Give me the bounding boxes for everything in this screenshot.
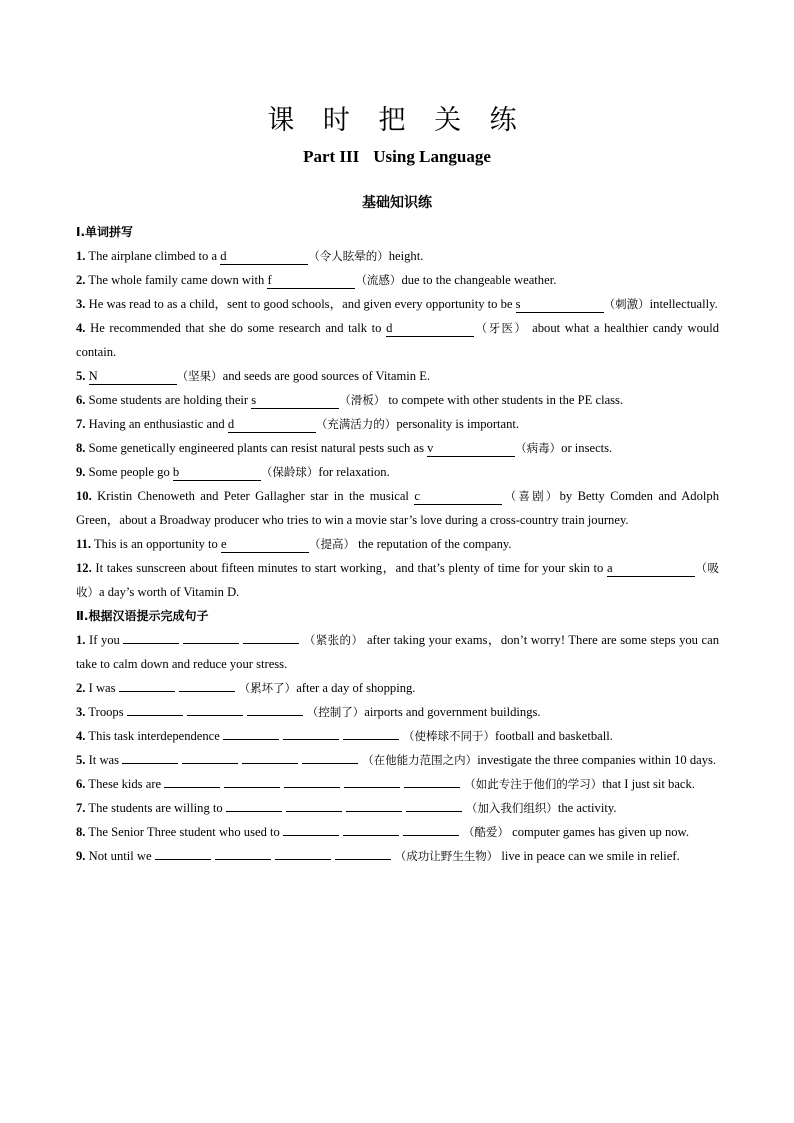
question-number: 4. — [76, 321, 86, 335]
question-text-before: Not until we — [88, 849, 155, 863]
chinese-hint: （刺激） — [603, 297, 650, 311]
question-text-after: by Betty Comden and Adolph Green，about a Broadway producer who tries to win a movie star’s love during a cross-country train journey. — [76, 489, 719, 527]
answer-blank[interactable] — [406, 797, 462, 812]
question-text-after: for relaxation. — [318, 465, 390, 479]
question-text-before: These kids are — [88, 777, 165, 791]
chinese-hint: （如此专注于他们的学习） — [464, 777, 603, 791]
answer-blank[interactable] — [122, 749, 178, 764]
question-text-after: the activity. — [557, 801, 617, 815]
question-text-before: Troops — [88, 705, 127, 719]
question-item — [76, 484, 719, 532]
answer-blank[interactable]: s — [251, 394, 339, 409]
chinese-hint: （累坏了） — [238, 681, 297, 695]
answer-blank[interactable] — [302, 749, 358, 764]
answer-blank[interactable] — [343, 821, 399, 836]
answer-blank[interactable]: d — [228, 418, 316, 433]
chinese-hint: （使棒球不同于） — [403, 729, 496, 743]
answer-blank[interactable] — [404, 773, 460, 788]
answer-blank[interactable] — [344, 773, 400, 788]
answer-blank[interactable] — [242, 749, 298, 764]
question-item — [76, 388, 719, 412]
question-text-after: computer games has given up now. — [508, 825, 689, 839]
question-text-before: Some genetically engineered plants can resist natural pests such as — [88, 441, 428, 455]
question-number: 6. — [76, 393, 86, 407]
answer-blank[interactable]: d — [386, 322, 474, 337]
question-text-after: airports and government buildings. — [364, 705, 541, 719]
question-text-after: football and basketball. — [495, 729, 613, 743]
chinese-hint: （充满活力的） — [315, 417, 397, 431]
answer-blank[interactable] — [187, 701, 243, 716]
question-text-after: after taking your exams，don’t worry! There are some steps you can take to calm down and reduce your stress. — [76, 633, 720, 671]
answer-blank[interactable]: e — [221, 538, 309, 553]
question-number: 3. — [76, 297, 86, 311]
question-item — [76, 532, 719, 556]
question-number: 9. — [76, 465, 86, 479]
answer-blank[interactable] — [283, 725, 339, 740]
question-item — [76, 364, 719, 388]
section-heading: 基础知识练 — [362, 195, 432, 211]
question-text-before: Some students are holding their — [88, 393, 252, 407]
question-number: 7. — [76, 417, 86, 431]
answer-blank[interactable]: f — [267, 274, 355, 289]
question-text-before: This task interdependence — [88, 729, 224, 743]
question-number: 2. — [76, 681, 86, 695]
question-text-after: and seeds are good sources of Vitamin E. — [222, 369, 431, 383]
answer-blank[interactable] — [247, 701, 303, 716]
question-text-before: The whole family came down with — [88, 273, 268, 287]
answer-blank[interactable]: N — [89, 370, 177, 385]
question-text-after: to compete with other students in the PE class. — [385, 393, 624, 407]
chinese-hint: （吸收） — [76, 561, 720, 599]
question-item — [76, 268, 719, 292]
question-item — [76, 724, 719, 748]
chinese-hint: （酷爱） — [462, 825, 509, 839]
question-text-before: It was — [88, 753, 123, 767]
question-number: 4. — [76, 729, 86, 743]
question-text-after: live in peace can we smile in relief. — [498, 849, 680, 863]
answer-blank[interactable] — [155, 845, 211, 860]
question-text-after: about what a healthier candy would contain. — [76, 321, 719, 359]
chinese-hint: （牙医） — [474, 321, 528, 335]
answer-blank[interactable] — [335, 845, 391, 860]
answer-blank[interactable] — [343, 725, 399, 740]
answer-blank[interactable] — [243, 629, 299, 644]
question-number: 11. — [76, 537, 92, 551]
chinese-hint: （紧张的） — [303, 633, 364, 647]
answer-blank[interactable]: c — [414, 490, 502, 505]
answer-blank[interactable] — [164, 773, 220, 788]
lesson-subtitle — [0, 147, 794, 167]
chinese-hint: （控制了） — [306, 705, 365, 719]
question-number: 8. — [76, 825, 86, 839]
answer-blank[interactable] — [179, 677, 235, 692]
question-text-before: He was read to as a child，sent to good schools，and given every opportunity to be — [88, 297, 516, 311]
question-number: 1. — [76, 633, 86, 647]
chinese-hint: （在他能力范围之内） — [362, 753, 478, 767]
chinese-hint: （加入我们组织） — [465, 801, 558, 815]
question-number: 1. — [76, 249, 86, 263]
unit-name: Using Language — [373, 147, 491, 166]
part-label: Part III — [303, 147, 360, 166]
question-item — [76, 292, 719, 316]
question-item — [76, 556, 719, 604]
question-text-after: height. — [388, 249, 424, 263]
answer-blank[interactable] — [123, 629, 179, 644]
question-text-after: investigate the three companies within 10 days. — [477, 753, 717, 767]
question-text-before: If you — [89, 633, 124, 647]
answer-blank[interactable] — [127, 701, 183, 716]
question-item — [76, 700, 719, 724]
question-number: 12. — [76, 561, 92, 575]
question-text-after: a day’s worth of Vitamin D. — [99, 585, 240, 599]
question-text-before: The Senior Three student who used to — [88, 825, 283, 839]
chinese-hint: （令人眩晕的） — [308, 249, 389, 263]
question-text-after: the reputation of the company. — [354, 537, 512, 551]
question-number: 10. — [76, 489, 92, 503]
question-text-after: after a day of shopping. — [296, 681, 416, 695]
answer-blank[interactable] — [119, 677, 175, 692]
chinese-hint: （保龄球） — [260, 465, 319, 479]
question-item — [76, 772, 719, 796]
question-number: 7. — [76, 801, 86, 815]
question-text-before: It takes sunscreen about fifteen minutes to start working，and that’s plenty of time for your skin to — [95, 561, 607, 575]
answer-blank[interactable]: s — [516, 298, 604, 313]
question-text-before: Some people go — [88, 465, 173, 479]
answer-blank[interactable] — [284, 773, 340, 788]
question-item — [76, 628, 719, 676]
question-item — [76, 460, 719, 484]
answer-blank[interactable]: b — [173, 466, 261, 481]
answer-blank[interactable] — [183, 629, 239, 644]
answer-blank[interactable] — [223, 725, 279, 740]
question-number: 2. — [76, 273, 86, 287]
question-item — [76, 676, 719, 700]
question-text-after: personality is important. — [396, 417, 520, 431]
question-item — [76, 436, 719, 460]
part2-heading: Ⅱ.根据汉语提示完成句子 — [76, 609, 209, 623]
question-number: 8. — [76, 441, 86, 455]
chinese-hint: （喜剧） — [502, 489, 560, 503]
page-title: 课 时 把 关 练 — [267, 105, 527, 136]
chinese-hint: （滑板） — [339, 393, 386, 407]
part1-heading: Ⅰ.单词拼写 — [76, 225, 134, 239]
question-text-after: or insects. — [561, 441, 613, 455]
answer-blank[interactable] — [224, 773, 280, 788]
answer-blank[interactable] — [182, 749, 238, 764]
answer-blank[interactable] — [215, 845, 271, 860]
question-item — [76, 820, 719, 844]
question-item — [76, 316, 719, 364]
answer-blank[interactable]: d — [220, 250, 308, 265]
answer-blank[interactable]: a — [607, 562, 695, 577]
answer-blank[interactable] — [226, 797, 282, 812]
question-text-before: The airplane climbed to a — [88, 249, 221, 263]
answer-blank[interactable] — [286, 797, 342, 812]
question-number: 5. — [76, 369, 86, 383]
part2-list — [76, 628, 719, 868]
question-text-after: that I just sit back. — [602, 777, 695, 791]
question-number: 3. — [76, 705, 86, 719]
answer-blank[interactable] — [283, 821, 339, 836]
exercise-content — [76, 220, 719, 868]
question-text-before: Kristin Chenoweth and Peter Gallagher star in the musical — [97, 489, 415, 503]
chinese-hint: （病毒） — [515, 441, 562, 455]
question-number: 9. — [76, 849, 86, 863]
question-number: 6. — [76, 777, 86, 791]
chinese-hint: （流感） — [355, 273, 402, 287]
part1-list — [76, 244, 719, 604]
answer-blank[interactable]: v — [427, 442, 515, 457]
chinese-hint: （提高） — [308, 537, 355, 551]
answer-blank[interactable] — [346, 797, 402, 812]
answer-blank[interactable] — [275, 845, 331, 860]
question-item — [76, 412, 719, 436]
question-item — [76, 748, 719, 772]
question-item — [76, 796, 719, 820]
question-text-before: He recommended that she do some research and talk to — [90, 321, 387, 335]
question-text-after: intellectually. — [649, 297, 718, 311]
chinese-hint: （成功让野生生物） — [394, 849, 499, 863]
question-text-before: I was — [88, 681, 119, 695]
chinese-hint: （坚果） — [176, 369, 223, 383]
question-text-before: Having an enthusiastic and — [88, 417, 228, 431]
question-text-before: This is an opportunity to — [93, 537, 221, 551]
question-number: 5. — [76, 753, 86, 767]
answer-blank[interactable] — [403, 821, 459, 836]
question-text-after: due to the changeable weather. — [401, 273, 557, 287]
question-text-before: The students are willing to — [88, 801, 226, 815]
question-item — [76, 244, 719, 268]
question-item — [76, 844, 719, 868]
